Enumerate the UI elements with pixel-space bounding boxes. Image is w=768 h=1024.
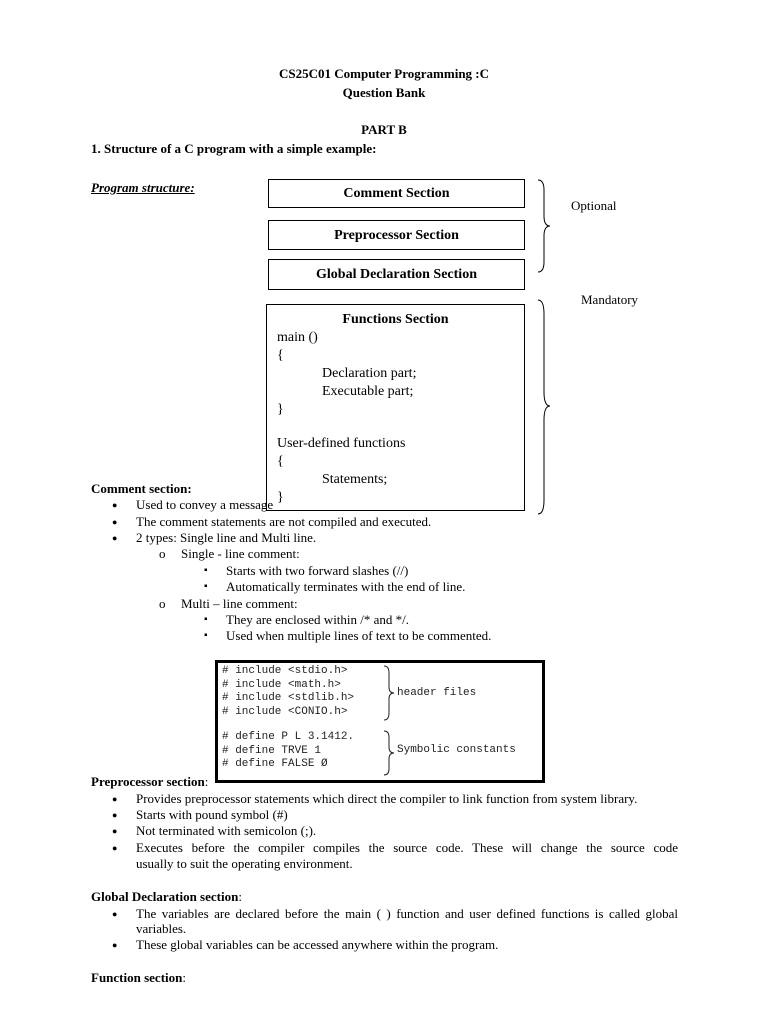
preprocessor-heading: Preprocessor section: (91, 774, 209, 789)
optional-label: Optional (571, 198, 617, 213)
include-line: # include <math.h> (222, 678, 341, 691)
preprocessor-section-title: Preprocessor Section (334, 228, 459, 243)
define-line: # define P L 3.1412. (222, 731, 355, 743)
fn-line: } (277, 402, 284, 417)
symbolic-brace-icon (384, 731, 394, 775)
doc-title: CS25C01 Computer Programming :C (278, 66, 490, 81)
fn-line: { (277, 348, 284, 363)
preprocessor-bullet-3: ● Not terminated with semicolon (;). (136, 823, 316, 839)
code-brace-icons (381, 665, 401, 777)
fn-line: Executable part; (322, 384, 414, 399)
comment-section-title: Comment Section (343, 186, 450, 201)
function-heading: Function section: (91, 970, 186, 985)
program-structure-label: Program structure: (91, 180, 195, 195)
fn-line: Declaration part; (322, 366, 417, 381)
preprocessor-bullet-4-cont: usually to suit the operating environment. (136, 856, 353, 871)
comment-bullet-3: ● 2 types: Single line and Multi line. (136, 530, 316, 546)
fn-line: } (277, 490, 284, 505)
question-heading: 1. Structure of a C program with a simple example: (91, 141, 377, 156)
single-bullet-1: ▪ Starts with two forward slashes (//) (226, 563, 408, 579)
comment-bullet-2: ● The comment statements are not compiled and executed. (136, 514, 431, 530)
functions-section-title: Functions Section (342, 312, 449, 327)
fn-line: main () (277, 330, 318, 345)
fn-line: Statements; (322, 472, 388, 487)
single-line-comment: Single - line comment: (181, 546, 300, 561)
fn-line: User-defined functions (277, 436, 406, 451)
preprocessor-bullet-1: ● Provides preprocessor statements which direct the compiler to link function from system library. (136, 791, 637, 807)
sub-marker: o (159, 596, 166, 611)
comment-heading: Comment section: (91, 481, 192, 496)
functions-code (277, 329, 416, 507)
sub-marker: o (159, 546, 166, 561)
preprocessor-bullet-4: ● Executes before the compiler compiles the source code. These will change the source code (136, 840, 678, 856)
global-bullet-1: ● The variables are declared before the main ( ) function and user defined functions is called global (136, 906, 678, 922)
define-lines (222, 731, 354, 772)
comment-section-box (268, 179, 525, 208)
functions-section-box (266, 304, 525, 511)
header-brace-icon (384, 666, 394, 720)
preprocessor-section-box (268, 220, 525, 250)
global-bullet-1-cont: variables. (136, 921, 187, 936)
comment-bullet-1: ● Used to convey a message (136, 497, 273, 513)
mandatory-label: Mandatory (581, 292, 639, 307)
include-line: # include <CONIO.h> (222, 705, 348, 718)
part-heading: PART B (361, 122, 407, 137)
optional-brace-icon (538, 180, 550, 272)
include-lines (222, 665, 354, 719)
global-heading: Global Declaration section: (91, 889, 242, 904)
define-line: # define FALSE Ø (222, 758, 328, 770)
global-bullet-2: ● These global variables can be accessed anywhere within the program. (136, 937, 498, 953)
single-bullet-2: ▪ Automatically terminates with the end of line. (226, 579, 465, 595)
multi-bullet-2: ▪ Used when multiple lines of text to be commented. (226, 628, 491, 644)
brace-icons (534, 178, 554, 518)
global-section-title: Global Declaration Section (316, 267, 477, 282)
define-line: # define TRVE 1 (222, 744, 322, 757)
preprocessor-bullet-2: ● Starts with pound symbol (#) (136, 807, 288, 823)
preprocessor-code-figure (215, 660, 545, 783)
multi-line-comment: Multi – line comment: (181, 596, 298, 611)
include-line: # include <stdlib.h> (222, 692, 355, 704)
symbolic-constants-label: Symbolic constants (397, 744, 516, 756)
doc-subtitle: Question Bank (342, 85, 426, 100)
global-section-box (268, 259, 525, 290)
fn-line: { (277, 454, 284, 469)
header-files-label: header files (397, 687, 477, 699)
include-line: # include <stdio.h> (222, 665, 348, 677)
multi-bullet-1: ▪ They are enclosed within /* and */. (226, 612, 409, 628)
mandatory-brace-icon (538, 300, 550, 514)
